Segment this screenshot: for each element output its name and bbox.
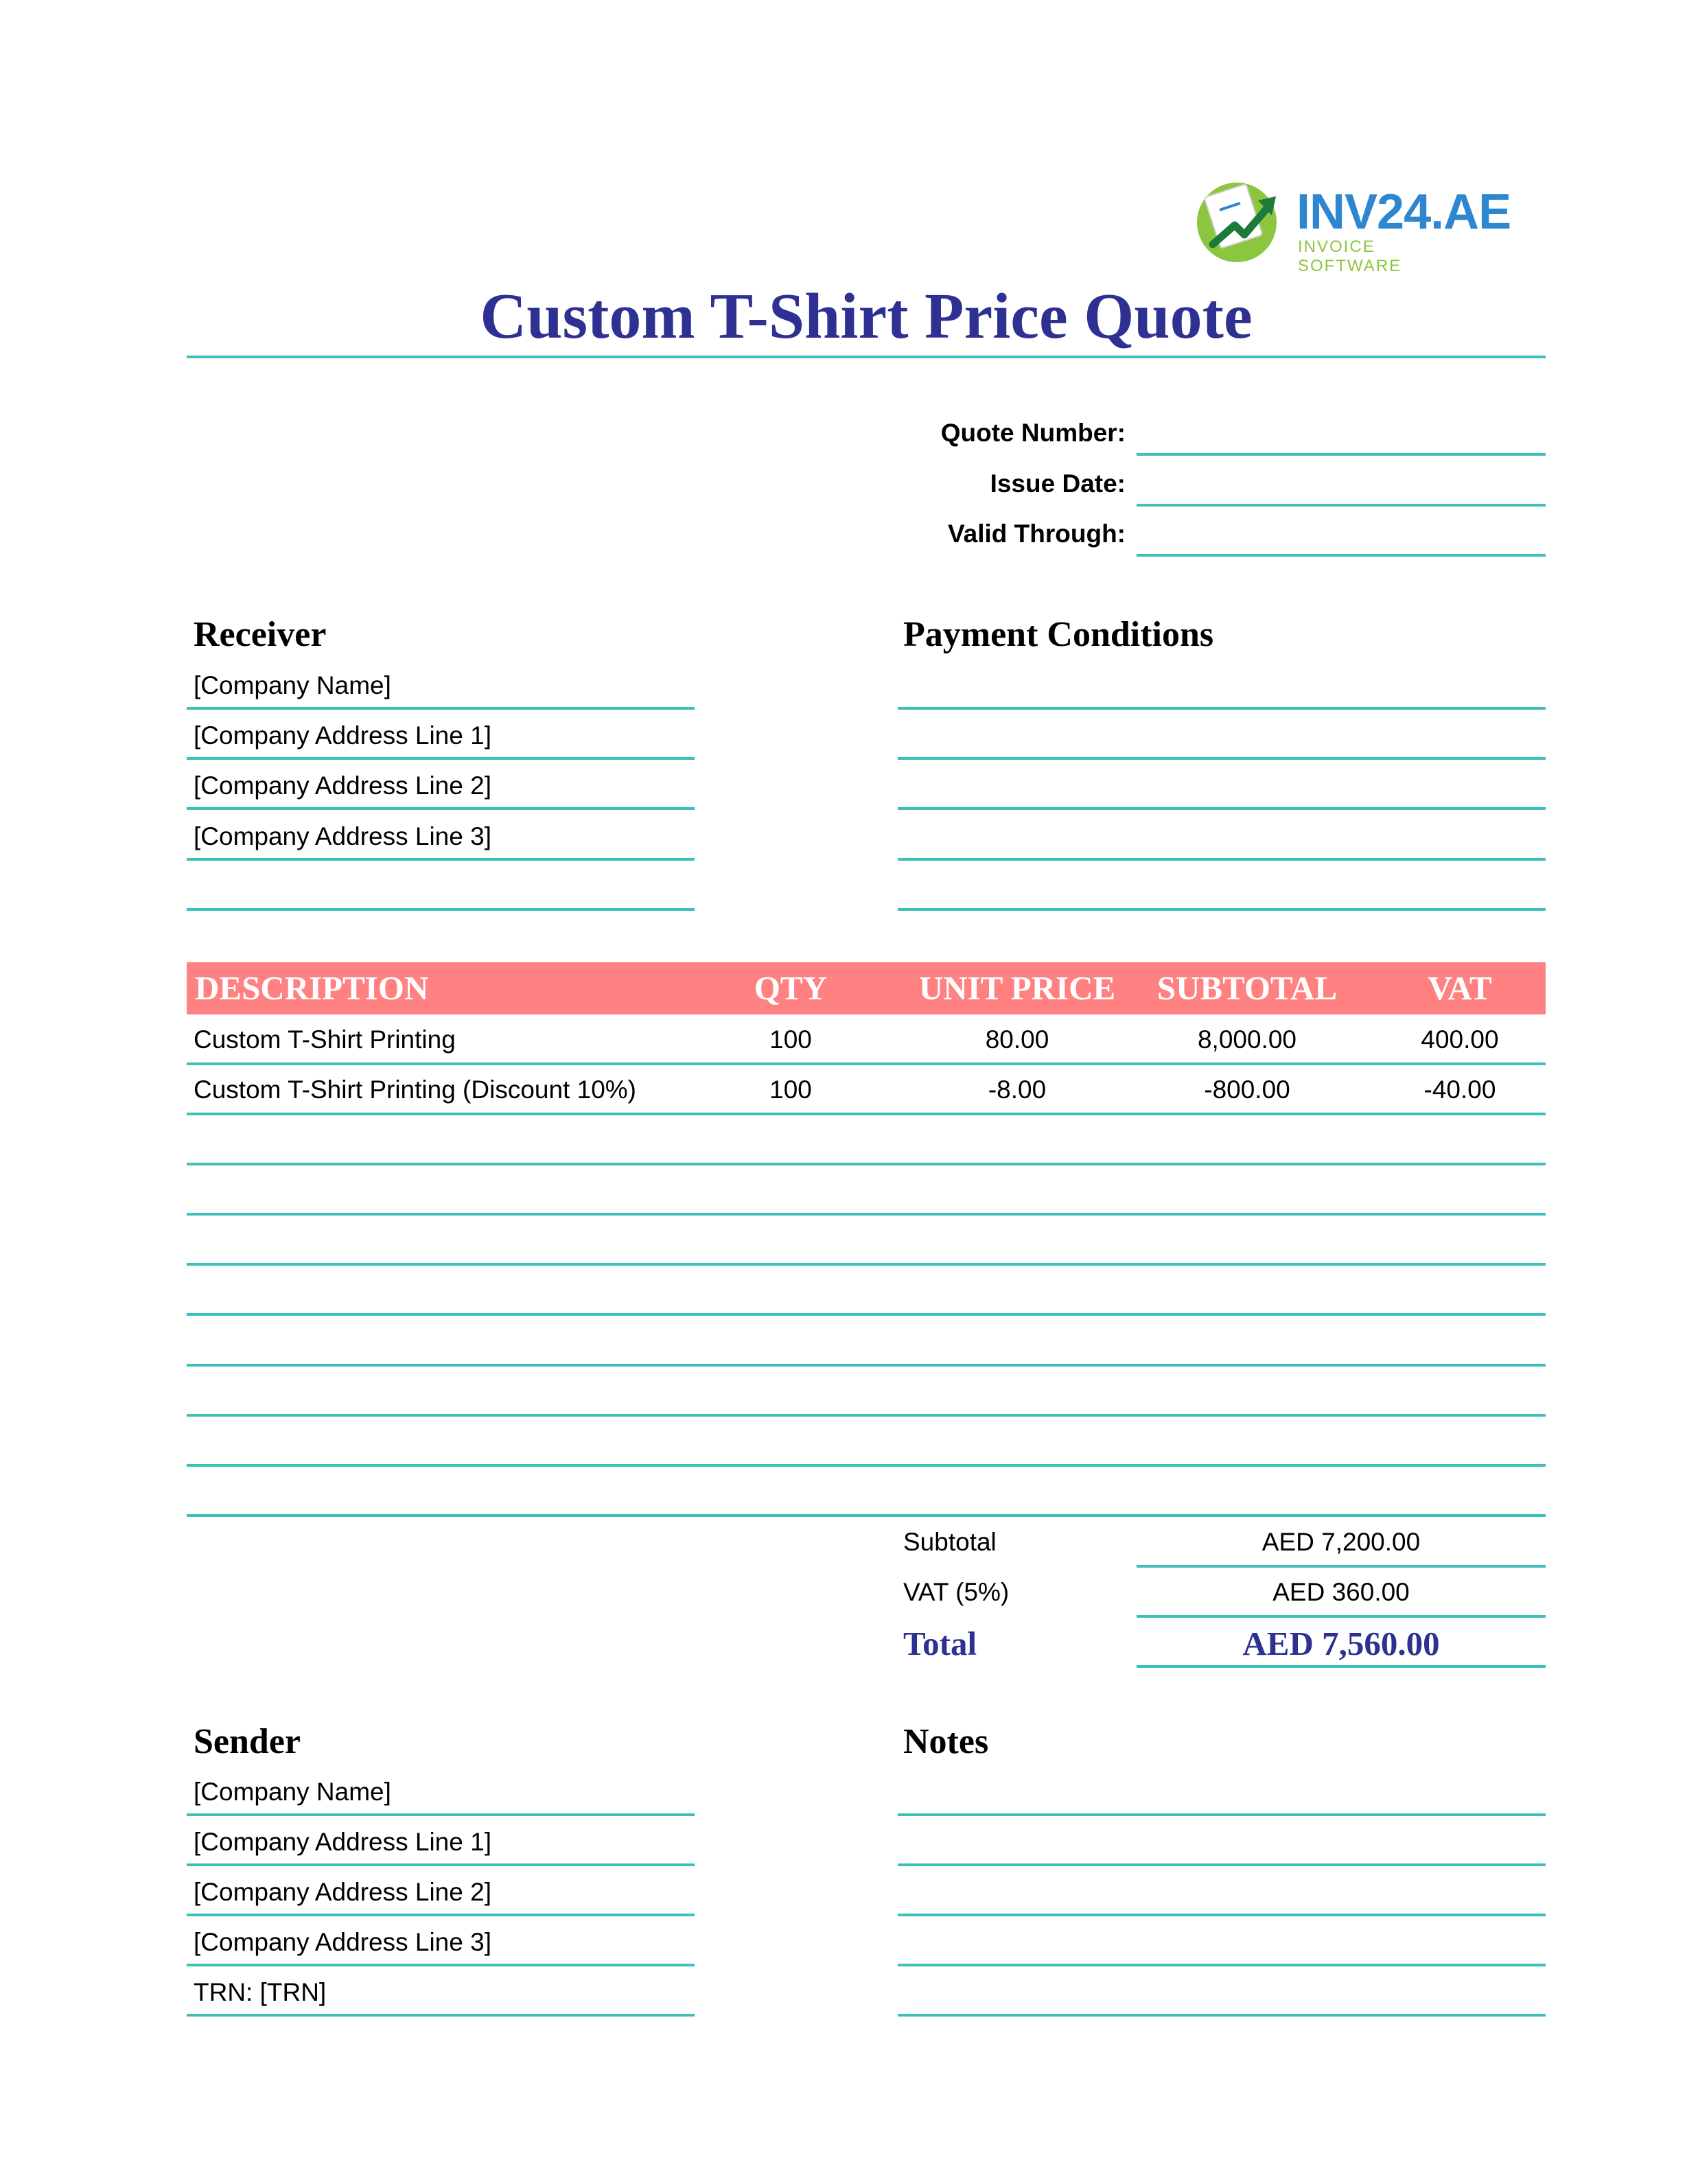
col-qty: QTY bbox=[754, 969, 828, 1007]
notes-line bbox=[898, 1964, 1546, 1966]
sender-address-2: [Company Address Line 2] bbox=[194, 1878, 491, 1906]
row-subtotal: 8,000.00 bbox=[1197, 1025, 1297, 1054]
valid-through-field[interactable] bbox=[1137, 554, 1546, 557]
notes-heading: Notes bbox=[903, 1722, 989, 1761]
total-value: AED 7,560.00 bbox=[1242, 1625, 1440, 1662]
row-qty: 100 bbox=[769, 1076, 812, 1104]
row-vat: -40.00 bbox=[1423, 1076, 1496, 1104]
row-description: Custom T-Shirt Printing bbox=[194, 1025, 456, 1054]
col-unit-price: UNIT PRICE bbox=[918, 969, 1116, 1007]
receiver-heading: Receiver bbox=[194, 615, 327, 654]
notes-line bbox=[898, 2014, 1546, 2017]
payment-line bbox=[898, 757, 1546, 760]
sender-line bbox=[187, 1863, 695, 1866]
receiver-address-1: [Company Address Line 1] bbox=[194, 721, 491, 750]
sender-address-1: [Company Address Line 1] bbox=[194, 1828, 491, 1856]
table-row bbox=[187, 1014, 1546, 1065]
row-qty: 100 bbox=[769, 1025, 812, 1054]
sender-line bbox=[187, 1964, 695, 1966]
notes-line bbox=[898, 1863, 1546, 1866]
notes-line bbox=[898, 1813, 1546, 1816]
receiver-line bbox=[187, 858, 695, 861]
row-description: Custom T-Shirt Printing (Discount 10%) bbox=[194, 1076, 636, 1104]
payment-line bbox=[898, 908, 1546, 911]
col-subtotal: SUBTOTAL bbox=[1156, 969, 1338, 1007]
receiver-address-3: [Company Address Line 3] bbox=[194, 822, 491, 850]
logo-brand: INV24.AE bbox=[1296, 185, 1511, 240]
vat-value: AED 360.00 bbox=[1272, 1578, 1410, 1606]
col-vat: VAT bbox=[1428, 969, 1492, 1007]
receiver-line bbox=[187, 908, 695, 911]
empty-row-line bbox=[187, 1364, 1546, 1367]
subtotal-value: AED 7,200.00 bbox=[1261, 1528, 1421, 1556]
sender-trn: TRN: [TRN] bbox=[194, 1978, 327, 2006]
row-vat: 400.00 bbox=[1421, 1025, 1499, 1054]
quote-number-field[interactable] bbox=[1137, 453, 1546, 456]
receiver-address-2: [Company Address Line 2] bbox=[194, 771, 491, 800]
row-unit-price: -8.00 bbox=[988, 1076, 1047, 1104]
vat-label: VAT (5%) bbox=[903, 1578, 1010, 1606]
sender-line bbox=[187, 2014, 695, 2017]
empty-row-line bbox=[187, 1514, 1546, 1517]
sender-company-name: [Company Name] bbox=[194, 1778, 391, 1806]
empty-row-line bbox=[187, 1163, 1546, 1165]
page-title: Custom T-Shirt Price Quote bbox=[480, 281, 1253, 352]
document-growth-arrow-icon bbox=[1192, 176, 1281, 265]
empty-row-line bbox=[187, 1263, 1546, 1266]
receiver-line bbox=[187, 807, 695, 810]
logo-tagline: INVOICE SOFTWARE bbox=[1298, 237, 1402, 275]
sender-line bbox=[187, 1914, 695, 1916]
title-underline bbox=[187, 356, 1546, 358]
row-unit-price: 80.00 bbox=[985, 1025, 1049, 1054]
table-header bbox=[187, 962, 1546, 1014]
logo bbox=[1192, 170, 1511, 275]
quote-number-label: Quote Number: bbox=[940, 419, 1126, 447]
payment-conditions-heading: Payment Conditions bbox=[903, 615, 1214, 654]
sender-line bbox=[187, 1813, 695, 1816]
col-description: DESCRIPTION bbox=[195, 969, 429, 1007]
vat-line bbox=[1137, 1615, 1546, 1618]
empty-row-line bbox=[187, 1313, 1546, 1316]
sender-address-3: [Company Address Line 3] bbox=[194, 1928, 491, 1956]
issue-date-label: Issue Date: bbox=[990, 469, 1126, 498]
empty-row-line bbox=[187, 1464, 1546, 1467]
notes-line bbox=[898, 1914, 1546, 1916]
table-row bbox=[187, 1065, 1546, 1115]
empty-row-line bbox=[187, 1213, 1546, 1216]
subtotal-label: Subtotal bbox=[903, 1528, 997, 1556]
total-label: Total bbox=[903, 1625, 977, 1662]
total-line bbox=[1137, 1665, 1546, 1668]
receiver-line bbox=[187, 707, 695, 710]
payment-line bbox=[898, 858, 1546, 861]
sender-heading: Sender bbox=[194, 1722, 301, 1761]
row-subtotal: -800.00 bbox=[1204, 1076, 1290, 1104]
receiver-company-name: [Company Name] bbox=[194, 671, 391, 699]
subtotal-line bbox=[1137, 1565, 1546, 1568]
table-row-line bbox=[187, 1113, 1546, 1115]
receiver-line bbox=[187, 757, 695, 760]
payment-line bbox=[898, 707, 1546, 710]
payment-line bbox=[898, 807, 1546, 810]
valid-through-label: Valid Through: bbox=[948, 520, 1126, 548]
issue-date-field[interactable] bbox=[1137, 504, 1546, 507]
empty-row-line bbox=[187, 1414, 1546, 1417]
